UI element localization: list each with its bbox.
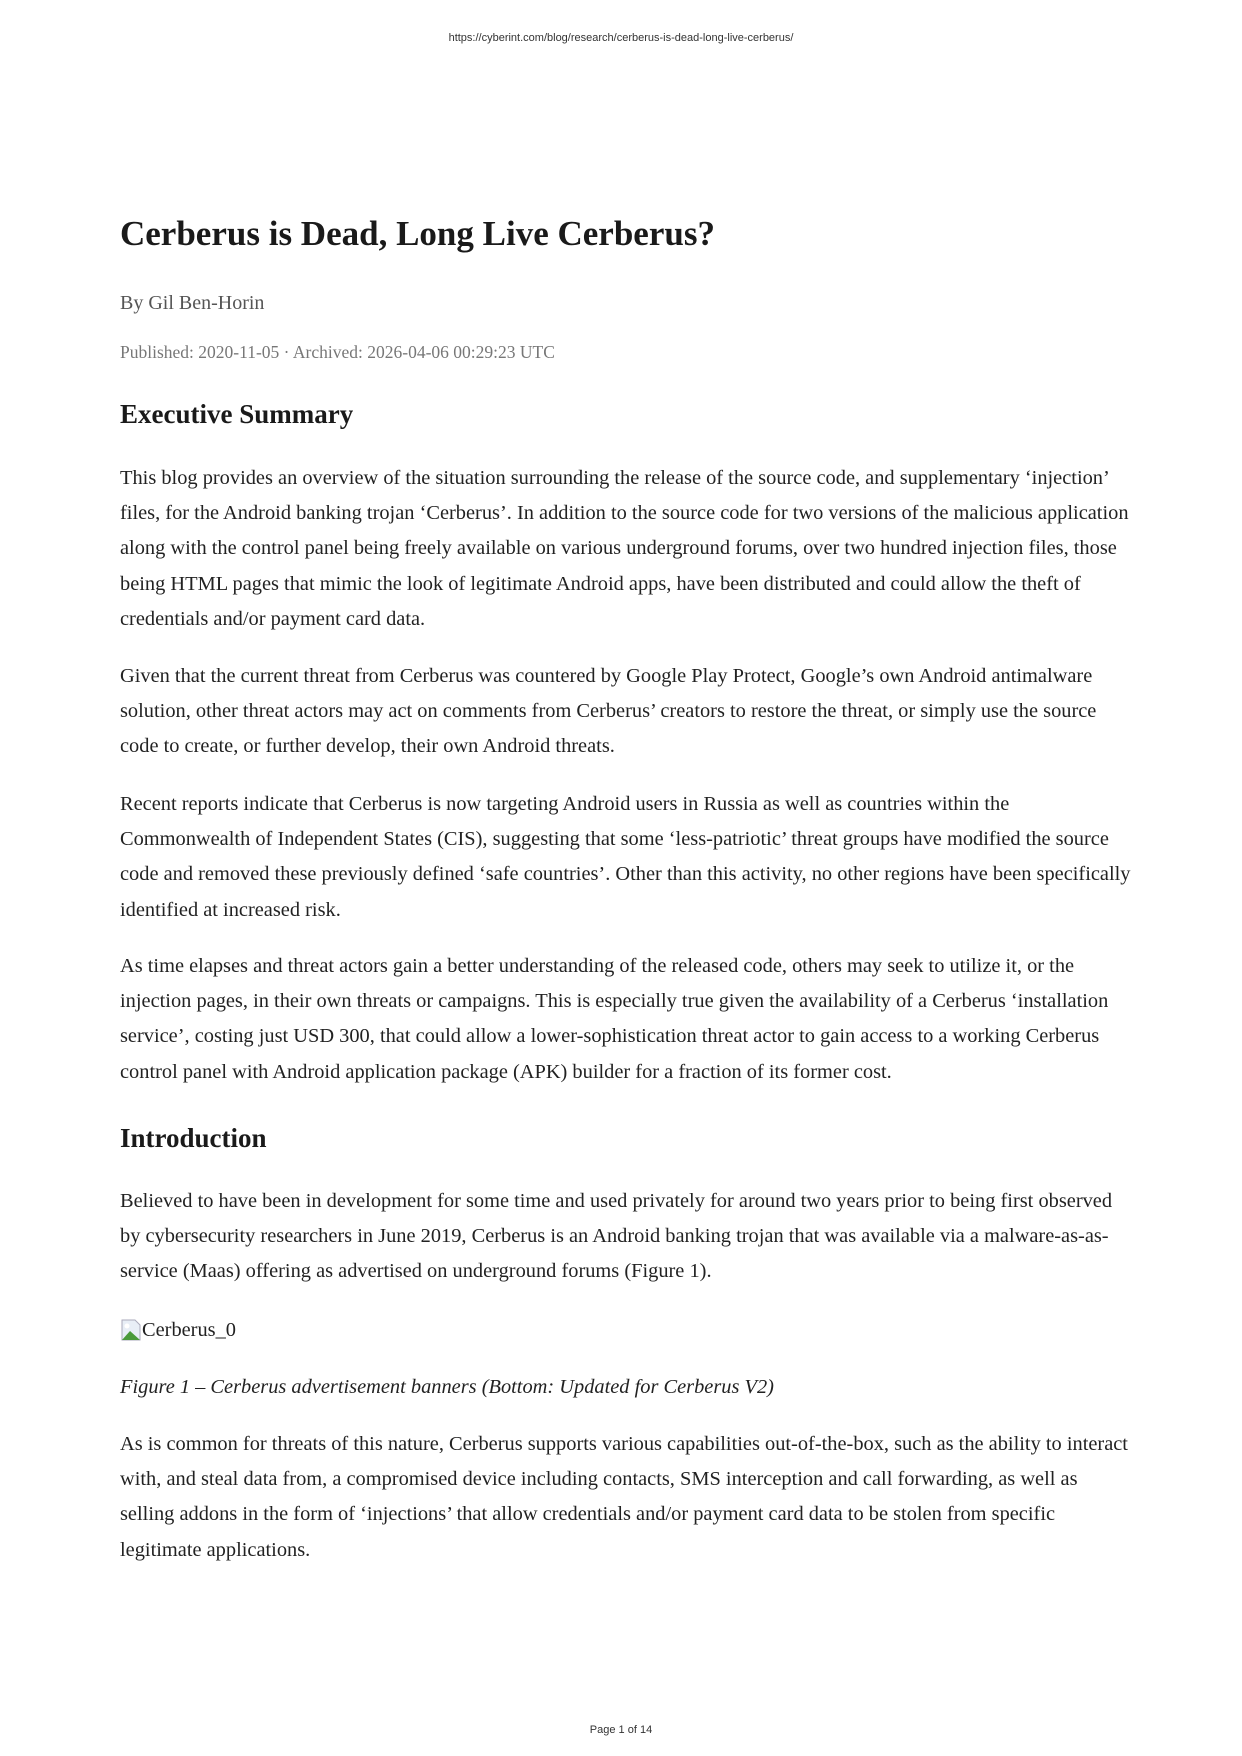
paragraph: As is common for threats of this nature, Cerberus supports various capabilities out-of-the-box, such as the ability to interact with, and steal data from, a compromised device including contacts, SMS interception and call forwarding, as well as selling addons in the form of ‘injections’ that allow credentials and/or payment card data to be stolen from specific legitimate applications. <box>120 1433 1128 1561</box>
section-heading-executive-summary: Executive Summary <box>120 399 354 429</box>
broken-image-icon <box>120 1319 142 1341</box>
figure-caption: Figure 1 – Cerberus advertisement banners (Bottom: Updated for Cerberus V2) <box>120 1376 774 1398</box>
paragraph: As time elapses and threat actors gain a better understanding of the released code, others may seek to utilize it, or the injection pages, in their own threats or campaigns. This is especially true given the availability of a Cerberus ‘installation service’, costing just USD 300, that could allow a lower-sophistication threat actor to gain access to a working Cerberus control panel with Android application package (APK) builder for a fraction of its former cost. <box>120 955 1109 1083</box>
article-byline: By Gil Ben-Horin <box>120 292 265 314</box>
article-title: Cerberus is Dead, Long Live Cerberus? <box>120 214 715 253</box>
figure-alt-text: Cerberus_0 <box>142 1319 236 1341</box>
section-heading-introduction: Introduction <box>120 1123 267 1153</box>
page-url: https://cyberint.com/blog/research/cerberus-is-dead-long-live-cerberus/ <box>448 32 794 44</box>
paragraph: Believed to have been in development for some time and used privately for around two years prior to being first observed by cybersecurity researchers in June 2019, Cerberus is an Android banking trojan that was available via a malware-as-as-service (Maas) offering as advertised on underground forums (Figure 1). <box>120 1190 1113 1283</box>
paragraph: This blog provides an overview of the situation surrounding the release of the source code, and supplementary ‘injection’ files, for the Android banking trojan ‘Cerberus’. In addition to the source code for two versions of the malicious application along with the control panel being freely available on various underground forums, over two hundred injection files, those being HTML pages that mimic the look of legitimate Android apps, have been distributed and could allow the theft of credentials and/or payment card data. <box>120 467 1129 630</box>
figure-image-broken <box>120 1315 1134 1345</box>
paragraph: Recent reports indicate that Cerberus is now targeting Android users in Russia as well as countries within the Commonwealth of Independent States (CIS), suggesting that some ‘less-patriotic’ threat groups have modified the source code and removed these previously defined ‘safe countries’. Other than this activity, no other regions have been specifically identified at increased risk. <box>120 793 1131 921</box>
page-number: Page 1 of 14 <box>589 1724 653 1736</box>
paragraph: Given that the current threat from Cerberus was countered by Google Play Protect, Google’s own Android antimalware solution, other threat actors may act on comments from Cerberus’ creators to restore the threat, or simply use the source code to create, or further develop, their own Android threats. <box>120 665 1097 758</box>
article-meta: Published: 2020-11-05 · Archived: 2026-04-06 00:29:23 UTC <box>120 342 555 362</box>
